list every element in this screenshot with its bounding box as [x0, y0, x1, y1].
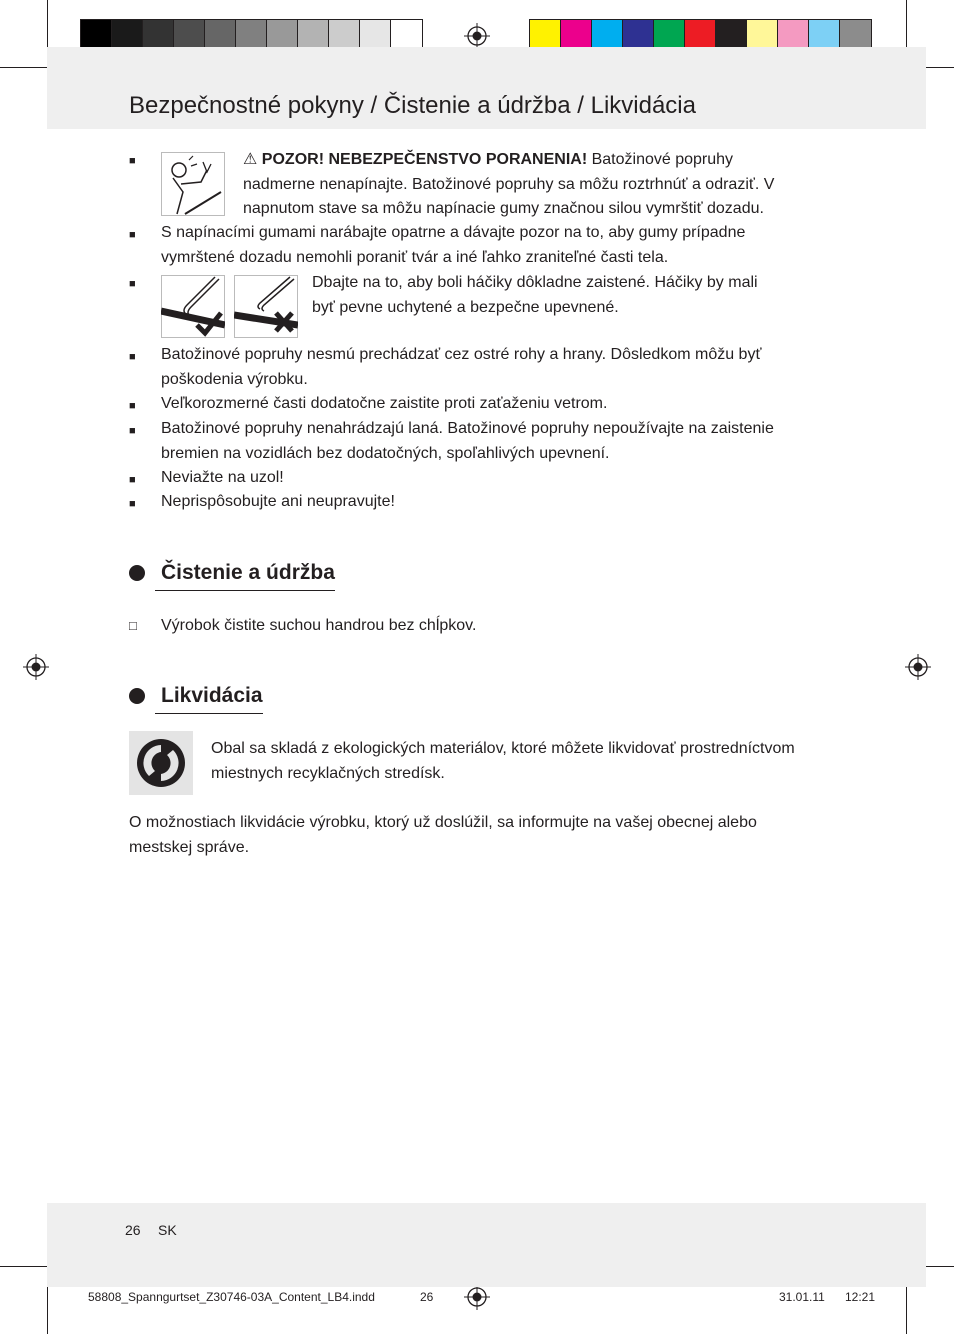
crop-mark — [0, 67, 47, 68]
color-swatch — [391, 20, 422, 50]
color-swatch — [561, 20, 592, 50]
color-swatch — [143, 20, 174, 50]
hook-correct-icon — [161, 275, 225, 338]
registration-mark-icon — [464, 1284, 490, 1310]
section-heading-cleaning — [129, 561, 335, 585]
color-swatch — [360, 20, 391, 50]
color-swatch — [530, 20, 561, 50]
color-swatch — [778, 20, 809, 50]
warning-triangle-icon: ⚠ — [243, 151, 258, 168]
paragraph-line: O možnostiach likvidácie výrobku, ktorý už doslúžil, sa informujte na vašej obecnej alebo — [129, 814, 757, 831]
warning-title: POZOR! NEBEZPEČENSTVO PORANENIA! — [261, 151, 588, 168]
color-swatch — [81, 20, 112, 50]
checkbox-icon: □ — [129, 618, 137, 633]
list-item: Neviažte na uzol! — [161, 469, 284, 486]
list-item — [161, 343, 851, 392]
color-swatch — [236, 20, 267, 50]
section-heading-disposal — [129, 684, 263, 708]
hook-text — [312, 271, 852, 320]
warning-text — [243, 148, 843, 222]
list-item-line: vymrštené dozadu nemohli poraniť tvár a iné ľahko zraniteľné časti tela. — [161, 248, 669, 266]
list-bullet: ■ — [129, 278, 136, 290]
list-item-line: Batožinové popruhy nenahrádzajú laná. Batožinové popruhy nepoužívajte na zaistenie — [161, 420, 774, 437]
disposal-product-text — [129, 811, 849, 860]
color-swatch — [112, 20, 143, 50]
color-swatch — [329, 20, 360, 50]
hook-incorrect-icon — [234, 275, 298, 338]
list-item: Neprispôsobujte ani neupravujte! — [161, 493, 395, 510]
slug-page: 26 — [420, 1290, 434, 1304]
list-item — [161, 417, 851, 466]
list-item: Veľkorozmerné časti dodatočne zaistite proti zaťaženiu vetrom. — [161, 395, 608, 412]
crop-mark — [47, 0, 48, 47]
section-heading-text: Likvidácia — [161, 684, 263, 707]
color-swatch — [592, 20, 623, 50]
list-item-line: byť pevne uchytené a bezpečne upevnené. — [312, 298, 619, 316]
list-item: Výrobok čistite suchou handrou bez chĺpkov. — [161, 617, 477, 634]
heading-underline — [155, 713, 263, 714]
list-item-line: S napínacími gumami narábajte opatrne a dávajte pozor na to, aby gumy prípadne — [161, 224, 746, 241]
list-item-line: bremien na vozidlách bez dodatočných, spoľahlivých upevnení. — [161, 444, 610, 462]
color-swatch — [623, 20, 654, 50]
strap-snap-warning-icon — [161, 152, 225, 216]
color-swatch — [716, 20, 747, 50]
list-item-line: Dbajte na to, aby boli háčiky dôkladne zaistené. Háčiky by mali — [312, 274, 758, 291]
registration-mark-icon — [464, 23, 490, 49]
crop-mark — [906, 1287, 907, 1334]
list-bullet: ■ — [129, 400, 136, 412]
paragraph-line: Obal sa skladá z ekologických materiálov, ktoré môžete likvidovať prostredníctvom — [211, 740, 795, 757]
language-code: SK — [158, 1222, 177, 1238]
heading-underline — [155, 590, 335, 591]
crop-mark — [0, 1266, 47, 1267]
slug-filename: 58808_Spanngurtset_Z30746-03A_Content_LB4.indd — [88, 1290, 375, 1304]
list-bullet: ■ — [129, 229, 136, 241]
warning-line2: nadmerne nenapínajte. Batožinové popruhy sa môžu roztrhnúť a odraziť. V — [243, 175, 775, 193]
paragraph-line: mestskej správe. — [129, 838, 250, 856]
crop-mark — [906, 0, 907, 47]
color-swatch — [747, 20, 778, 50]
section-heading-text: Čistenie a údržba — [161, 561, 335, 584]
green-dot-recycling-icon — [129, 731, 193, 795]
paragraph-line: miestnych recyklačných stredísk. — [211, 764, 445, 782]
heading-bullet-icon — [129, 565, 145, 581]
list-item-line: Batožinové popruhy nesmú prechádzať cez ostré rohy a hrany. Dôsledkom môžu byť — [161, 346, 762, 363]
color-swatch — [298, 20, 329, 50]
slug-date: 31.01.11 — [779, 1290, 825, 1304]
heading-bullet-icon — [129, 688, 145, 704]
list-bullet: ■ — [129, 498, 136, 510]
color-swatch — [267, 20, 298, 50]
warning-line3: napnutom stave sa môžu napínacie gumy značnou silou vymrštiť dozadu. — [243, 200, 764, 217]
slug-time: 12:21 — [845, 1290, 876, 1304]
color-swatch — [685, 20, 716, 50]
warning-line1: Batožinové popruhy — [591, 151, 734, 168]
disposal-packaging-text — [211, 737, 851, 786]
page-title: Bezpečnostné pokyny / Čistenie a údržba / Likvidácia — [129, 92, 696, 119]
registration-mark-icon — [23, 654, 49, 680]
registration-mark-icon — [905, 654, 931, 680]
list-bullet: ■ — [129, 351, 136, 363]
footer-band — [47, 1203, 926, 1287]
list-item-line: poškodenia výrobku. — [161, 370, 308, 388]
color-swatch — [174, 20, 205, 50]
page-number: 26 — [125, 1222, 141, 1238]
list-bullet: ■ — [129, 425, 136, 437]
color-swatch — [809, 20, 840, 50]
color-swatch — [840, 20, 871, 50]
list-item — [161, 221, 851, 270]
list-bullet: ■ — [129, 155, 136, 167]
color-swatch — [205, 20, 236, 50]
crop-mark — [47, 1287, 48, 1334]
list-bullet: ■ — [129, 474, 136, 486]
color-swatch — [654, 20, 685, 50]
